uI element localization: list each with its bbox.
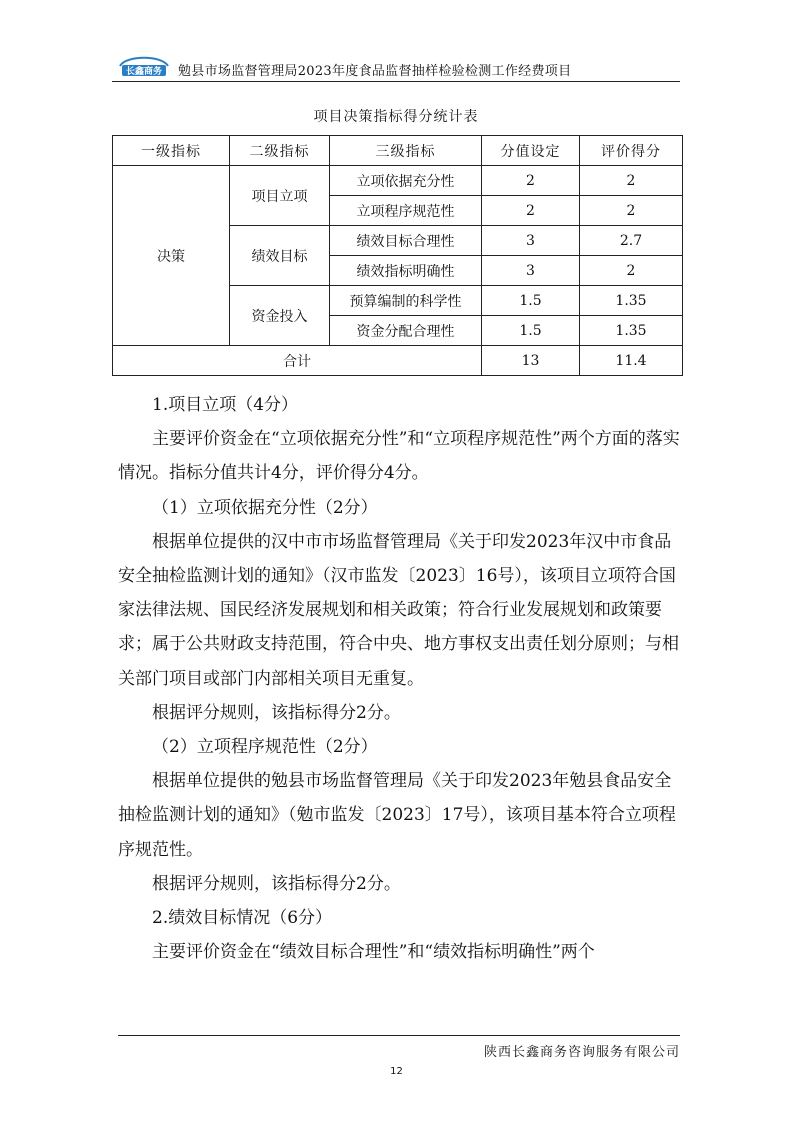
paragraph: 主要评价资金在“立项依据充分性”和“立项程序规范性”两个方面的落实情况。指标分值共计4分，评价得分4分。 xyxy=(118,429,680,484)
score-cell: 2 xyxy=(580,166,683,196)
col-header-level2: 二级指标 xyxy=(230,136,330,166)
total-score-cell: 11.4 xyxy=(580,346,683,376)
score-cell: 2.7 xyxy=(580,226,683,256)
header-title: 勉县市场监督管理局2023年度食品监督抽样检验检测工作经费项目 xyxy=(178,64,572,79)
paragraph: 根据单位提供的汉中市市场监督管理局《关于印发2023年汉中市食品安全抽检监测计划的通知》（汉市监发〔2023〕16号），该项目立项符合国家法律法规、国民经济发展规划和相关政策；符合行业发展规划和政策要求；属于公共财政支持范围，符合中央、地方事权支出责任划分原则；与相关部门项目或部门内部相关项目无重复。 xyxy=(118,531,679,689)
subsection-heading: （1）立项依据充分性（2分） xyxy=(152,497,378,518)
footer-company: 陕西长鑫商务咨询服务有限公司 xyxy=(483,1045,680,1060)
subsection-heading: （2）立项程序规范性（2分） xyxy=(152,737,378,758)
col-header-score: 评价得分 xyxy=(580,136,683,166)
table-header-row xyxy=(113,136,683,166)
footer-divider xyxy=(118,1035,680,1036)
level2-cell: 资金投入 xyxy=(230,286,330,346)
table-caption: 项目决策指标得分统计表 xyxy=(313,109,479,125)
paragraph: 主要评价资金在“绩效目标合理性”和“绩效指标明确性”两个 xyxy=(152,942,595,963)
score-cell: 1.35 xyxy=(580,286,683,316)
indicator-cell: 绩效指标明确性 xyxy=(330,256,482,286)
max-score-cell: 1.5 xyxy=(482,286,580,316)
paragraph: 根据评分规则，该指标得分2分。 xyxy=(152,702,401,723)
max-score-cell: 3 xyxy=(482,256,580,286)
score-cell: 1.35 xyxy=(580,316,683,346)
level2-cell: 绩效目标 xyxy=(230,226,330,286)
paragraph: 根据单位提供的勉县市场监督管理局《关于印发2023年勉县食品安全抽检监测计划的通知》（勉市监发〔2023〕17号），该项目基本符合立项程序规范性。 xyxy=(118,771,676,860)
section-heading: 1.项目立项（4分） xyxy=(152,395,299,415)
section-heading: 2.绩效目标情况（6分） xyxy=(152,908,333,929)
total-max-cell: 13 xyxy=(482,346,580,376)
paragraph: 根据评分规则，该指标得分2分。 xyxy=(152,873,401,894)
indicator-cell: 绩效目标合理性 xyxy=(330,226,482,256)
indicator-cell: 预算编制的科学性 xyxy=(330,286,482,316)
level1-cell: 决策 xyxy=(113,166,230,346)
page-header xyxy=(112,50,680,84)
body-text xyxy=(118,388,688,969)
indicator-cell: 立项依据充分性 xyxy=(330,166,482,196)
max-score-cell: 3 xyxy=(482,226,580,256)
indicator-cell: 资金分配合理性 xyxy=(330,316,482,346)
table-total-row xyxy=(113,346,683,376)
total-label-cell: 合计 xyxy=(113,346,482,376)
score-cell: 2 xyxy=(580,256,683,286)
max-score-cell: 1.5 xyxy=(482,316,580,346)
table-row xyxy=(113,166,683,196)
score-cell: 2 xyxy=(580,196,683,226)
col-header-max-score: 分值设定 xyxy=(482,136,580,166)
col-header-level3: 三级指标 xyxy=(330,136,482,166)
max-score-cell: 2 xyxy=(482,196,580,226)
logo-text: 长鑫商务 xyxy=(125,67,163,77)
level2-cell: 项目立项 xyxy=(230,166,330,226)
col-header-level1: 一级指标 xyxy=(113,136,230,166)
header-divider xyxy=(112,81,680,82)
score-table xyxy=(112,135,683,376)
page-number: 12 xyxy=(390,1066,403,1077)
company-logo xyxy=(116,52,172,78)
indicator-cell: 立项程序规范性 xyxy=(330,196,482,226)
max-score-cell: 2 xyxy=(482,166,580,196)
